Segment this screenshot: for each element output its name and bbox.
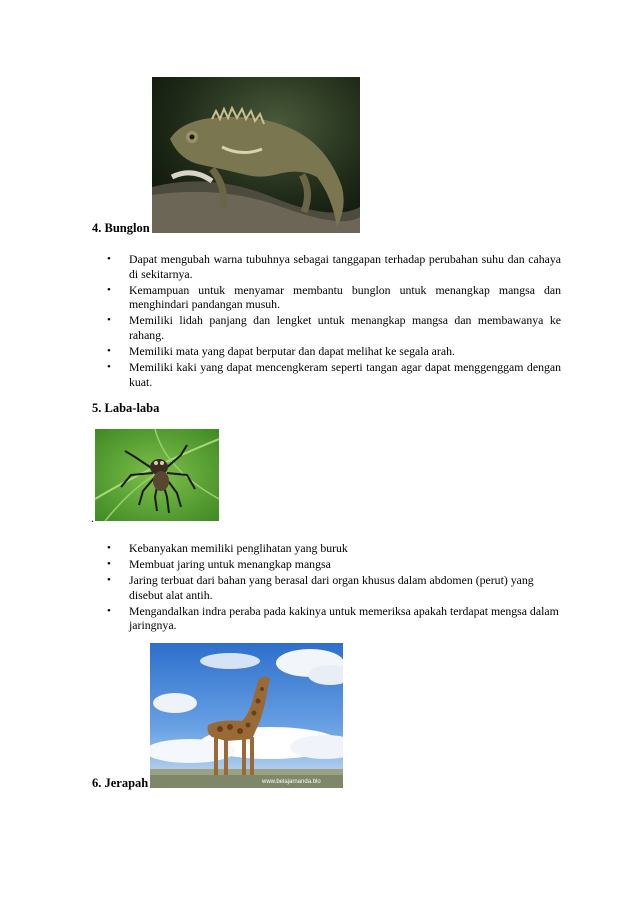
spider-photo (95, 429, 219, 521)
list-item: • Memiliki kaki yang dapat mencengkeram seperti tangan agar dapat menggenggam dengan kuat. (129, 360, 561, 389)
list-item: • Membuat jaring untuk menangkap mangsa (129, 557, 561, 572)
list-item: • Kemampuan untuk menyamar membantu bunglon untuk menangkap mangsa dan menghindari pandangan musuh. (129, 283, 561, 312)
bunglon-bullet-list (129, 252, 561, 391)
list-item: • Mengandalkan indra peraba pada kakinya untuk memeriksa apakah terdapat mengsa dalam jaringnya. (129, 604, 561, 633)
list-item: • Memiliki mata yang dapat berputar dan dapat melihat ke segala arah. (129, 344, 561, 359)
stray-period: . (91, 511, 94, 525)
giraffe-photo (150, 643, 343, 788)
section-heading-bunglon: 4. Bunglon (92, 221, 150, 235)
list-item: • Memiliki lidah panjang dan lengket untuk menangkap mangsa dan membawanya ke rahang. (129, 313, 561, 342)
list-item: • Kebanyakan memiliki penglihatan yang buruk (129, 541, 561, 556)
giraffe-watermark: www.belajarnanda.blo (262, 779, 321, 785)
laba-laba-bullet-list (129, 541, 561, 635)
section-heading-laba-laba: 5. Laba-laba (92, 401, 160, 415)
list-item: • Dapat mengubah warna tubuhnya sebagai tanggapan terhadap perubahan suhu dan cahaya di sekitarnya. (129, 252, 561, 281)
chameleon-photo (152, 77, 360, 233)
list-item: • Jaring terbuat dari bahan yang berasal dari organ khusus dalam abdomen (perut) yang disebut alat antih. (129, 573, 561, 602)
section-heading-jerapah: 6. Jerapah (92, 776, 149, 790)
